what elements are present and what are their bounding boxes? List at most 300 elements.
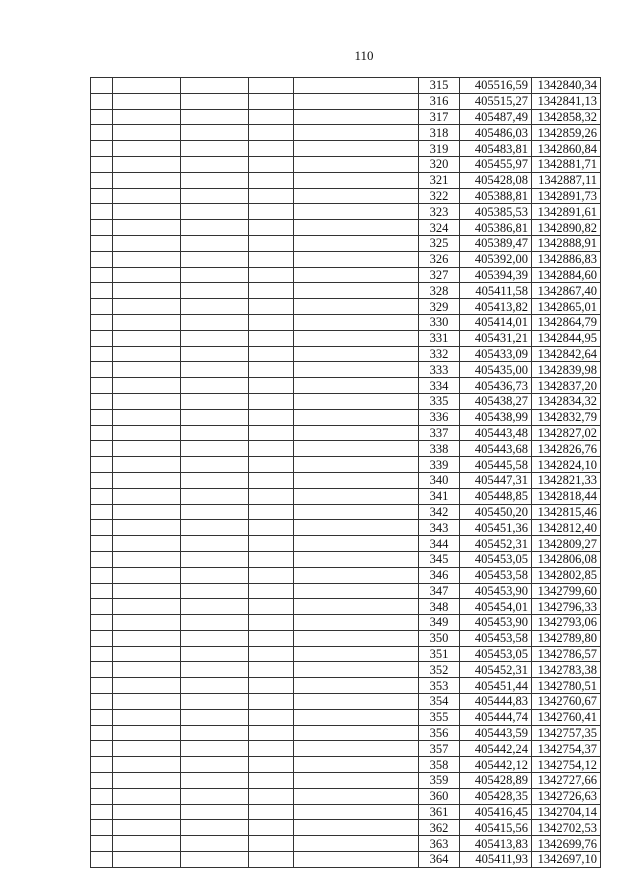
empty-cell [181,804,249,820]
y-coordinate-cell: 1342796,33 [532,599,601,615]
empty-cell [181,314,249,330]
table-row [91,804,601,820]
empty-cell [294,156,419,172]
empty-cell [91,788,113,804]
empty-cell [113,441,181,457]
empty-cell [113,741,181,757]
y-coordinate-cell: 1342834,32 [532,393,601,409]
empty-cell [294,709,419,725]
point-number-cell: 356 [419,725,460,741]
empty-cell [113,788,181,804]
empty-cell [181,425,249,441]
y-coordinate-cell: 1342837,20 [532,378,601,394]
empty-cell [113,109,181,125]
empty-cell [113,267,181,283]
empty-cell [113,804,181,820]
empty-cell [181,646,249,662]
empty-cell [181,378,249,394]
point-number-cell: 352 [419,662,460,678]
empty-cell [91,441,113,457]
point-number-cell: 344 [419,536,460,552]
empty-cell [249,709,294,725]
empty-cell [113,852,181,868]
empty-cell [294,757,419,773]
empty-cell [294,820,419,836]
empty-cell [294,314,419,330]
empty-cell [113,409,181,425]
y-coordinate-cell: 1342839,98 [532,362,601,378]
empty-cell [113,504,181,520]
point-number-cell: 329 [419,299,460,315]
x-coordinate-cell: 405413,82 [460,299,532,315]
empty-cell [113,156,181,172]
x-coordinate-cell: 405452,31 [460,536,532,552]
x-coordinate-cell: 405386,81 [460,220,532,236]
x-coordinate-cell: 405455,97 [460,156,532,172]
x-coordinate-cell: 405388,81 [460,188,532,204]
x-coordinate-cell: 405444,74 [460,709,532,725]
empty-cell [249,757,294,773]
empty-cell [249,488,294,504]
table-body [91,78,601,868]
empty-cell [181,141,249,157]
empty-cell [294,425,419,441]
empty-cell [113,393,181,409]
y-coordinate-cell: 1342826,76 [532,441,601,457]
empty-cell [181,630,249,646]
table-row [91,314,601,330]
empty-cell [91,156,113,172]
table-row [91,662,601,678]
empty-cell [294,109,419,125]
table-row [91,551,601,567]
empty-cell [91,662,113,678]
empty-cell [91,520,113,536]
point-number-cell: 327 [419,267,460,283]
empty-cell [294,267,419,283]
empty-cell [249,409,294,425]
x-coordinate-cell: 405442,24 [460,741,532,757]
empty-cell [249,393,294,409]
empty-cell [181,362,249,378]
empty-cell [91,172,113,188]
table-row [91,599,601,615]
table-row [91,78,601,94]
empty-cell [91,188,113,204]
empty-cell [113,615,181,631]
empty-cell [91,109,113,125]
table-row [91,393,601,409]
empty-cell [181,299,249,315]
empty-cell [91,141,113,157]
empty-cell [294,393,419,409]
table-row [91,457,601,473]
x-coordinate-cell: 405442,12 [460,757,532,773]
point-number-cell: 315 [419,78,460,94]
point-number-cell: 345 [419,551,460,567]
x-coordinate-cell: 405452,31 [460,662,532,678]
empty-cell [113,694,181,710]
empty-cell [249,330,294,346]
table-row [91,283,601,299]
empty-cell [249,314,294,330]
empty-cell [249,425,294,441]
x-coordinate-cell: 405411,58 [460,283,532,299]
empty-cell [91,488,113,504]
y-coordinate-cell: 1342697,10 [532,852,601,868]
empty-cell [181,109,249,125]
empty-cell [294,536,419,552]
empty-cell [181,709,249,725]
empty-cell [294,346,419,362]
empty-cell [91,267,113,283]
y-coordinate-cell: 1342840,34 [532,78,601,94]
empty-cell [113,678,181,694]
x-coordinate-cell: 405392,00 [460,251,532,267]
empty-cell [249,283,294,299]
y-coordinate-cell: 1342821,33 [532,472,601,488]
y-coordinate-cell: 1342806,08 [532,551,601,567]
empty-cell [91,646,113,662]
empty-cell [91,694,113,710]
empty-cell [91,551,113,567]
point-number-cell: 323 [419,204,460,220]
table-row [91,235,601,251]
empty-cell [91,504,113,520]
x-coordinate-cell: 405428,08 [460,172,532,188]
empty-cell [249,741,294,757]
empty-cell [294,78,419,94]
empty-cell [294,551,419,567]
x-coordinate-cell: 405413,83 [460,836,532,852]
empty-cell [91,93,113,109]
empty-cell [249,630,294,646]
empty-cell [91,220,113,236]
table-row [91,141,601,157]
y-coordinate-cell: 1342881,71 [532,156,601,172]
empty-cell [113,836,181,852]
table-row [91,536,601,552]
y-coordinate-cell: 1342888,91 [532,235,601,251]
empty-cell [181,472,249,488]
table-row [91,757,601,773]
y-coordinate-cell: 1342754,37 [532,741,601,757]
point-number-cell: 353 [419,678,460,694]
empty-cell [249,204,294,220]
x-coordinate-cell: 405447,31 [460,472,532,488]
empty-cell [91,599,113,615]
x-coordinate-cell: 405453,58 [460,630,532,646]
empty-cell [249,156,294,172]
empty-cell [181,283,249,299]
x-coordinate-cell: 405453,90 [460,583,532,599]
point-number-cell: 340 [419,472,460,488]
empty-cell [294,172,419,188]
table-row [91,836,601,852]
y-coordinate-cell: 1342858,32 [532,109,601,125]
point-number-cell: 351 [419,646,460,662]
empty-cell [113,820,181,836]
x-coordinate-cell: 405443,59 [460,725,532,741]
y-coordinate-cell: 1342887,11 [532,172,601,188]
empty-cell [181,788,249,804]
empty-cell [249,378,294,394]
point-number-cell: 360 [419,788,460,804]
empty-cell [294,125,419,141]
table-row [91,852,601,868]
y-coordinate-cell: 1342842,64 [532,346,601,362]
empty-cell [113,378,181,394]
table-row [91,330,601,346]
empty-cell [113,93,181,109]
point-number-cell: 331 [419,330,460,346]
y-coordinate-cell: 1342890,82 [532,220,601,236]
empty-cell [113,172,181,188]
y-coordinate-cell: 1342757,35 [532,725,601,741]
y-coordinate-cell: 1342783,38 [532,662,601,678]
x-coordinate-cell: 405483,81 [460,141,532,157]
empty-cell [181,662,249,678]
empty-cell [91,472,113,488]
table-row [91,520,601,536]
empty-cell [113,773,181,789]
point-number-cell: 346 [419,567,460,583]
empty-cell [181,852,249,868]
y-coordinate-cell: 1342727,66 [532,773,601,789]
empty-cell [249,267,294,283]
empty-cell [113,536,181,552]
point-number-cell: 325 [419,235,460,251]
empty-cell [91,773,113,789]
y-coordinate-cell: 1342824,10 [532,457,601,473]
table-row [91,694,601,710]
empty-cell [113,725,181,741]
empty-cell [113,520,181,536]
y-coordinate-cell: 1342860,84 [532,141,601,157]
empty-cell [91,330,113,346]
empty-cell [181,267,249,283]
empty-cell [294,773,419,789]
empty-cell [91,820,113,836]
point-number-cell: 320 [419,156,460,172]
y-coordinate-cell: 1342754,12 [532,757,601,773]
empty-cell [91,583,113,599]
x-coordinate-cell: 405428,35 [460,788,532,804]
y-coordinate-cell: 1342844,95 [532,330,601,346]
x-coordinate-cell: 405433,09 [460,346,532,362]
x-coordinate-cell: 405487,49 [460,109,532,125]
table-row [91,615,601,631]
y-coordinate-cell: 1342818,44 [532,488,601,504]
empty-cell [181,125,249,141]
empty-cell [113,362,181,378]
empty-cell [181,156,249,172]
point-number-cell: 357 [419,741,460,757]
empty-cell [294,804,419,820]
empty-cell [249,141,294,157]
table-row [91,362,601,378]
empty-cell [113,125,181,141]
empty-cell [294,741,419,757]
empty-cell [294,235,419,251]
empty-cell [181,741,249,757]
empty-cell [91,836,113,852]
empty-cell [181,409,249,425]
empty-cell [113,204,181,220]
empty-cell [249,804,294,820]
empty-cell [181,773,249,789]
table-row [91,346,601,362]
x-coordinate-cell: 405453,05 [460,551,532,567]
x-coordinate-cell: 405516,59 [460,78,532,94]
point-number-cell: 328 [419,283,460,299]
empty-cell [113,330,181,346]
table-row [91,188,601,204]
empty-cell [91,630,113,646]
empty-cell [181,820,249,836]
point-number-cell: 350 [419,630,460,646]
point-number-cell: 363 [419,836,460,852]
point-number-cell: 336 [419,409,460,425]
empty-cell [249,172,294,188]
x-coordinate-cell: 405454,01 [460,599,532,615]
point-number-cell: 358 [419,757,460,773]
y-coordinate-cell: 1342786,57 [532,646,601,662]
x-coordinate-cell: 405444,83 [460,694,532,710]
point-number-cell: 348 [419,599,460,615]
empty-cell [181,551,249,567]
point-number-cell: 359 [419,773,460,789]
empty-cell [249,346,294,362]
point-number-cell: 333 [419,362,460,378]
x-coordinate-cell: 405438,99 [460,409,532,425]
empty-cell [91,757,113,773]
empty-cell [91,852,113,868]
empty-cell [249,188,294,204]
empty-cell [249,694,294,710]
empty-cell [91,346,113,362]
table-row [91,220,601,236]
table-row [91,251,601,267]
empty-cell [294,725,419,741]
table-row [91,425,601,441]
y-coordinate-cell: 1342799,60 [532,583,601,599]
empty-cell [181,583,249,599]
point-number-cell: 324 [419,220,460,236]
x-coordinate-cell: 405431,21 [460,330,532,346]
empty-cell [113,457,181,473]
empty-cell [113,299,181,315]
empty-cell [181,441,249,457]
empty-cell [294,615,419,631]
empty-cell [249,93,294,109]
empty-cell [113,283,181,299]
empty-cell [181,188,249,204]
x-coordinate-cell: 405443,68 [460,441,532,457]
empty-cell [181,757,249,773]
table-row [91,472,601,488]
empty-cell [249,599,294,615]
empty-cell [294,299,419,315]
empty-cell [181,836,249,852]
empty-cell [181,567,249,583]
empty-cell [91,536,113,552]
x-coordinate-cell: 405394,39 [460,267,532,283]
empty-cell [249,820,294,836]
point-number-cell: 362 [419,820,460,836]
point-number-cell: 364 [419,852,460,868]
empty-cell [249,615,294,631]
empty-cell [113,220,181,236]
empty-cell [91,709,113,725]
empty-cell [294,630,419,646]
empty-cell [113,709,181,725]
empty-cell [181,78,249,94]
empty-cell [249,125,294,141]
empty-cell [91,409,113,425]
empty-cell [249,567,294,583]
y-coordinate-cell: 1342832,79 [532,409,601,425]
x-coordinate-cell: 405451,36 [460,520,532,536]
empty-cell [249,852,294,868]
table-row [91,441,601,457]
y-coordinate-cell: 1342827,02 [532,425,601,441]
table-row [91,678,601,694]
empty-cell [91,299,113,315]
empty-cell [294,220,419,236]
empty-cell [249,678,294,694]
empty-cell [294,330,419,346]
empty-cell [181,330,249,346]
x-coordinate-cell: 405438,27 [460,393,532,409]
table-row [91,820,601,836]
table-row [91,156,601,172]
empty-cell [91,678,113,694]
empty-cell [181,725,249,741]
empty-cell [113,757,181,773]
x-coordinate-cell: 405486,03 [460,125,532,141]
empty-cell [91,78,113,94]
empty-cell [181,678,249,694]
empty-cell [181,520,249,536]
y-coordinate-cell: 1342726,63 [532,788,601,804]
point-number-cell: 335 [419,393,460,409]
y-coordinate-cell: 1342812,40 [532,520,601,536]
empty-cell [113,346,181,362]
table-row [91,741,601,757]
point-number-cell: 337 [419,425,460,441]
empty-cell [113,425,181,441]
empty-cell [249,504,294,520]
y-coordinate-cell: 1342702,53 [532,820,601,836]
empty-cell [113,314,181,330]
empty-cell [294,457,419,473]
x-coordinate-cell: 405435,00 [460,362,532,378]
y-coordinate-cell: 1342815,46 [532,504,601,520]
x-coordinate-cell: 405416,45 [460,804,532,820]
empty-cell [91,804,113,820]
empty-cell [91,283,113,299]
empty-cell [249,836,294,852]
empty-cell [294,852,419,868]
point-number-cell: 321 [419,172,460,188]
empty-cell [91,567,113,583]
empty-cell [181,504,249,520]
empty-cell [181,251,249,267]
y-coordinate-cell: 1342891,73 [532,188,601,204]
point-number-cell: 355 [419,709,460,725]
x-coordinate-cell: 405385,53 [460,204,532,220]
